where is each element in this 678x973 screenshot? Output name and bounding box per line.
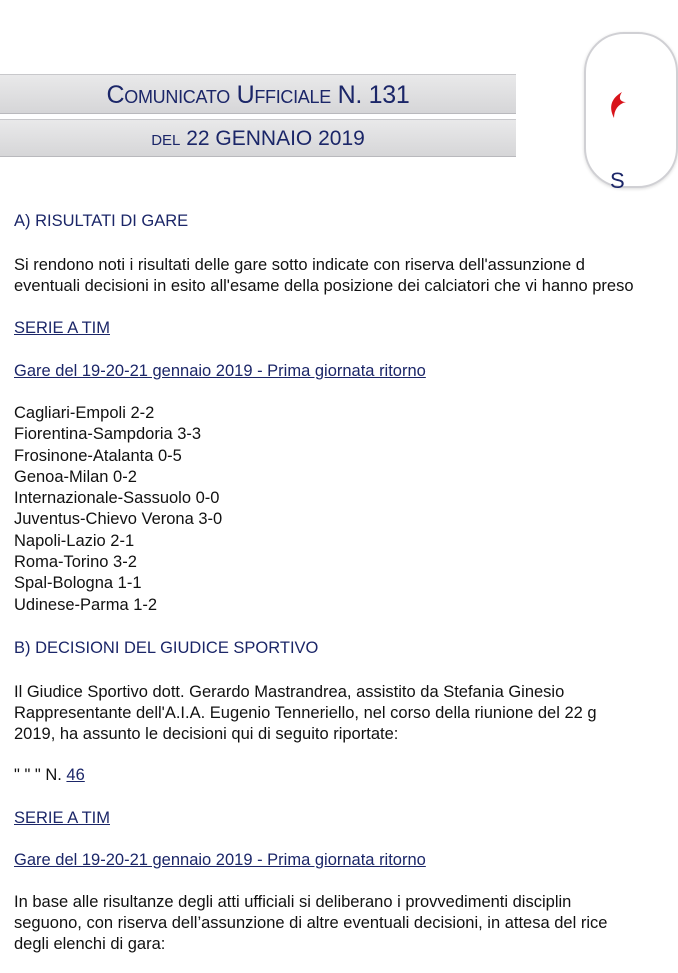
league-logo — [584, 32, 678, 193]
section-a-intro-line-1: Si rendono noti i risultati delle gare sotto indicate con riserva dell'assunzione d — [14, 256, 585, 274]
section-b-closing-line-1: In base alle risultanze degli atti ufficiali si deliberano i provvedimenti disciplin — [14, 893, 572, 911]
logo-swoosh-icon — [608, 92, 626, 118]
communique-title-band — [0, 74, 516, 114]
section-b-para-line-2: Rappresentante dell'A.I.A. Eugenio Tenneriello, nel corso della riunione del 22 g — [14, 704, 597, 722]
list-item: Fiorentina-Sampdoria 3-3 — [14, 425, 202, 444]
list-item: Genoa-Milan 0-2 — [14, 467, 137, 486]
results-list — [14, 403, 654, 616]
section-b-para-line-1: Il Giudice Sportivo dott. Gerardo Mastrandrea, assistito da Stefania Ginesio — [14, 683, 565, 701]
section-b-closing-line-3: degli elenchi di gara: — [14, 935, 166, 953]
section-a-intro-line-2: eventuali decisioni in esito all'esame della posizione dei calciatori che vi hanno preso — [14, 277, 634, 295]
section-b-league-heading: SERIE A TIM — [14, 809, 110, 827]
communique-date-prefix: del — [151, 127, 181, 150]
list-item: Juventus-Chievo Verona 3-0 — [14, 510, 223, 529]
list-item: Spal-Bologna 1-1 — [14, 574, 142, 593]
list-item: Internazionale-Sassuolo 0-0 — [14, 489, 220, 508]
section-b-para-line-3: 2019, ha assunto le decisioni qui di seguito riportate: — [14, 725, 399, 743]
decision-reference-prefix: " " " N. — [14, 766, 62, 784]
list-item: Napoli-Lazio 2-1 — [14, 531, 135, 550]
communique-date-band — [0, 119, 516, 157]
list-item: Udinese-Parma 1-2 — [14, 595, 158, 614]
decision-reference — [14, 765, 654, 786]
section-a-league-heading: SERIE A TIM — [14, 319, 110, 337]
list-item: Roma-Torino 3-2 — [14, 553, 137, 572]
section-b-round-heading: Gare del 19-20-21 gennaio 2019 - Prima giornata ritorno — [14, 851, 426, 869]
section-a-round-heading: Gare del 19-20-21 gennaio 2019 - Prima giornata ritorno — [14, 362, 426, 380]
logo-letter: S — [610, 168, 625, 193]
section-b-closing-line-2: seguono, con riserva dell’assunzione di altre eventuali decisioni, in attesa del rice — [14, 914, 608, 932]
communique-date: 22 GENNAIO 2019 — [186, 127, 365, 150]
communique-number: N. 131 — [337, 81, 410, 109]
decision-reference-number: 46 — [66, 766, 85, 784]
section-b-title: B) DECISIONI DEL GIUDICE SPORTIVO — [14, 639, 319, 657]
list-item: Frosinone-Atalanta 0-5 — [14, 446, 182, 465]
section-a-title: A) RISULTATI DI GARE — [14, 212, 189, 230]
list-item: Cagliari-Empoli 2-2 — [14, 404, 155, 422]
communique-title-prefix: Comunicato Ufficiale — [106, 81, 331, 109]
